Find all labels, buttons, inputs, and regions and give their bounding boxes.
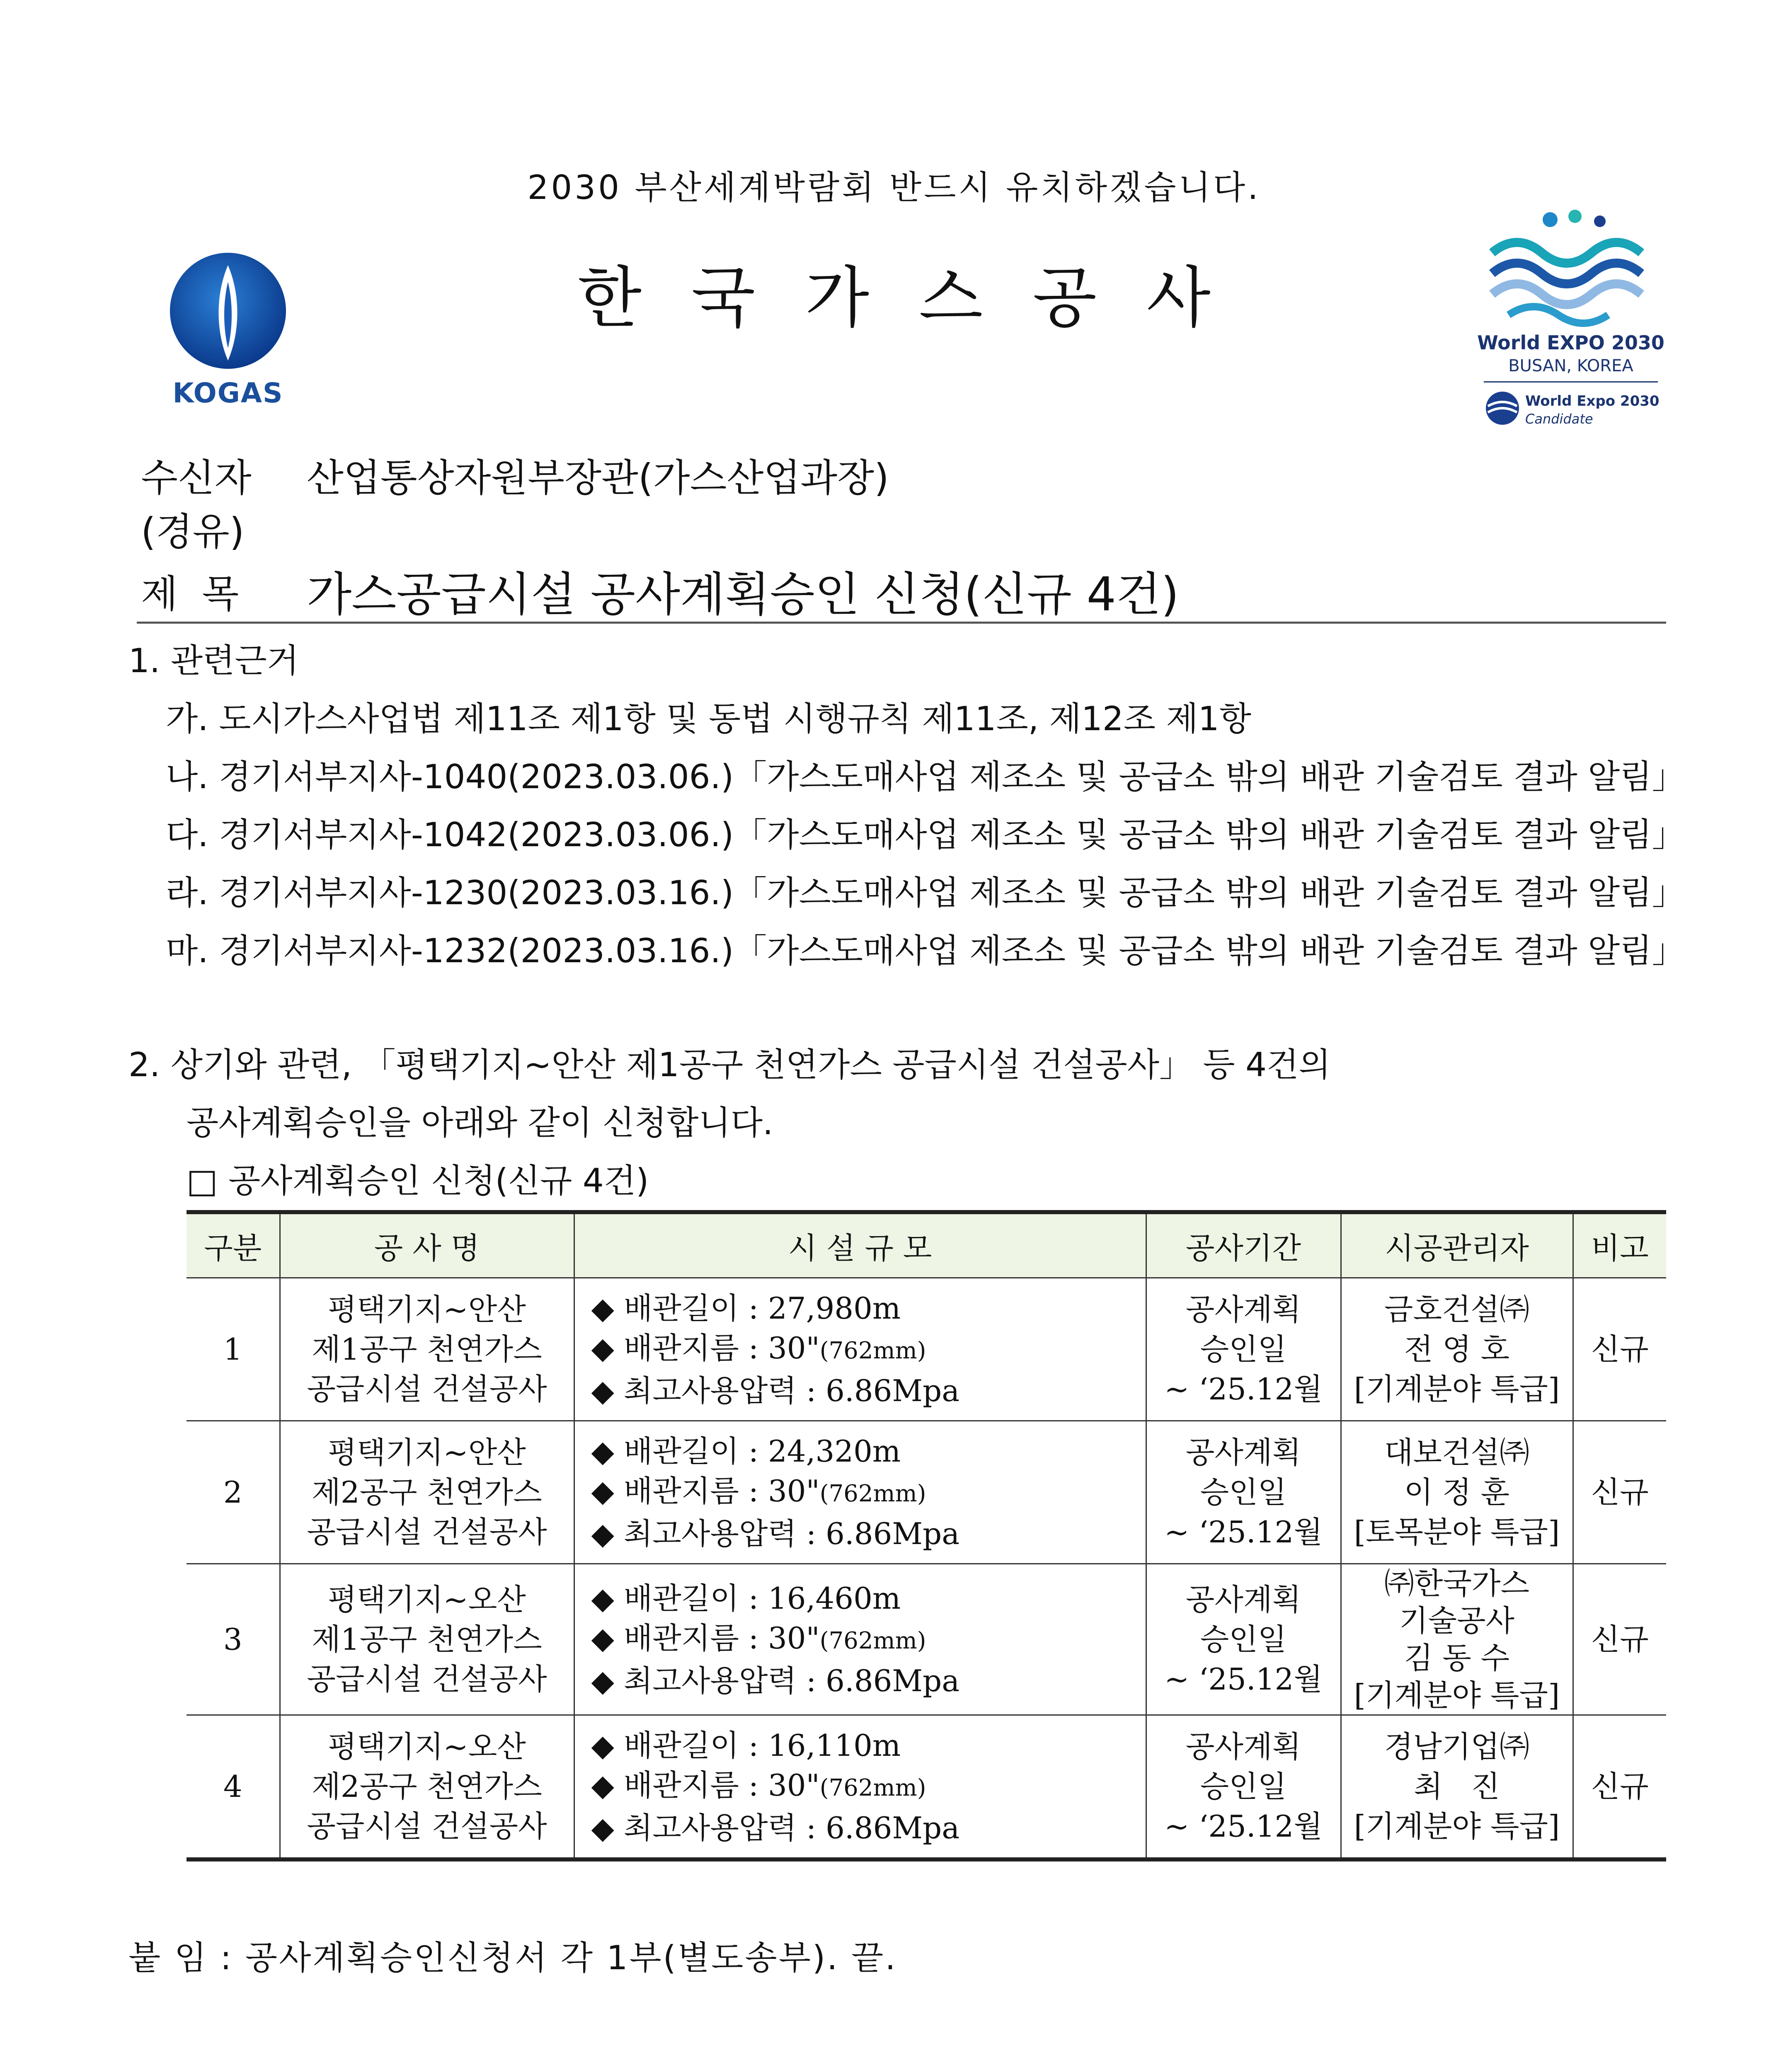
kogas-logo [166,249,290,410]
slogan: 2030 부산세계박람회 반드시 유치하겠습니다. [527,168,1261,207]
basis-item: 가. 도시가스사업법 제11조 제1항 및 동법 시행규칙 제11조, 제12조 제1항 [166,700,1251,738]
header-divider [137,622,1666,624]
approval-table [187,1210,1666,1861]
section-2-box-item: □ 공사계획승인 신청(신규 4건) [187,1162,649,1200]
col-header: 공 사 명 [280,1212,574,1278]
basis-item: 마. 경기서부지사-1232(2023.03.16.)「가스도매사업 제조소 및 공급소 밖의 배관 기술검토 결과 알림」 [166,932,1685,970]
table-header-row [187,1212,1666,1278]
project-name: 평택기지~오산 제2공구 천연가스 공급시설 건설공사 [280,1715,574,1860]
col-header: 구분 [187,1212,280,1278]
basis-item: 다. 경기서부지사-1042(2023.03.06.)「가스도매사업 제조소 및 공급소 밖의 배관 기술검토 결과 알림」 [166,816,1685,854]
kogas-logo-text: KOGAS [172,377,283,409]
recipient-label: 수신자 [141,456,252,500]
construction-manager: 대보건설㈜ 이 정 훈 [토목분야 특급] [1341,1421,1573,1564]
facility-spec: ◆ 배관길이 : 16,110m ◆ 배관지름 : 30"(762mm) ◆ 최고사용압력 : 6.86Mpa [574,1715,1146,1860]
construction-period: 공사계획 승인일 ~ ‘25.12월 [1146,1564,1341,1715]
table-row [187,1421,1666,1564]
row-number: 2 [187,1421,280,1564]
construction-period: 공사계획 승인일 ~ ‘25.12월 [1146,1278,1341,1421]
section-2-line-2: 공사계획승인을 아래와 같이 신청합니다. [187,1104,773,1142]
basis-item: 나. 경기서부지사-1040(2023.03.06.)「가스도매사업 제조소 및 공급소 밖의 배관 기술검토 결과 알림」 [166,758,1685,796]
project-name: 평택기지~오산 제1공구 천연가스 공급시설 건설공사 [280,1564,574,1715]
facility-spec: ◆ 배관길이 : 16,460m ◆ 배관지름 : 30"(762mm) ◆ 최고사용압력 : 6.86Mpa [574,1564,1146,1715]
remark: 신규 [1573,1564,1666,1715]
project-name: 평택기지~안산 제1공구 천연가스 공급시설 건설공사 [280,1278,574,1421]
project-name: 평택기지~안산 제2공구 천연가스 공급시설 건설공사 [280,1421,574,1564]
subject-label: 제 목 [141,572,239,616]
table-row [187,1715,1666,1860]
construction-period: 공사계획 승인일 ~ ‘25.12월 [1146,1421,1341,1564]
section-1-title: 1. 관련근거 [128,641,299,680]
col-header: 시 설 규 모 [574,1212,1146,1278]
facility-spec: ◆ 배관길이 : 24,320m ◆ 배관지름 : 30"(762mm) ◆ 최고사용압력 : 6.86Mpa [574,1421,1146,1564]
via-label: (경유) [141,510,245,554]
row-number: 4 [187,1715,280,1860]
expo-candidate-title: World Expo 2030 [1525,393,1660,409]
facility-spec: ◆ 배관길이 : 27,980m ◆ 배관지름 : 30"(762mm) ◆ 최고사용압력 : 6.86Mpa [574,1278,1146,1421]
recipient: 산업통상자원부장관(가스산업과장) [307,456,889,500]
world-expo-logo [1475,207,1666,448]
col-header: 시공관리자 [1341,1212,1573,1278]
construction-period: 공사계획 승인일 ~ ‘25.12월 [1146,1715,1341,1860]
table-row [187,1278,1666,1421]
basis-item: 라. 경기서부지사-1230(2023.03.16.)「가스도매사업 제조소 및 공급소 밖의 배관 기술검토 결과 알림」 [166,874,1685,912]
remark: 신규 [1573,1421,1666,1564]
attachment-note: 붙 임 : 공사계획승인신청서 각 1부(별도송부). 끝. [128,1939,897,1977]
col-header: 공사기간 [1146,1212,1341,1278]
col-header: 비고 [1573,1212,1666,1278]
row-number: 1 [187,1278,280,1421]
subject: 가스공급시설 공사계획승인 신청(신규 4건) [307,568,1179,622]
table-row [187,1564,1666,1715]
construction-manager: 금호건설㈜ 전 영 호 [기계분야 특급] [1341,1278,1573,1421]
expo-title: World EXPO 2030 [1477,332,1664,354]
remark: 신규 [1573,1278,1666,1421]
expo-subtitle: BUSAN, KOREA [1508,356,1633,375]
section-2 [128,1036,1331,1210]
construction-manager: 경남기업㈜ 최 진 [기계분야 특급] [1341,1715,1573,1860]
remark: 신규 [1573,1715,1666,1860]
expo-candidate-label: Candidate [1525,411,1593,427]
row-number: 3 [187,1564,280,1715]
organization-name: 한국가스공사 [577,259,1260,336]
section-2-line-1: 2. 상기와 관련, 「평택기지~안산 제1공구 천연가스 공급시설 건설공사」 등 4건의 [128,1046,1331,1084]
construction-manager: ㈜한국가스 기술공사 김 동 수 [기계분야 특급] [1341,1564,1573,1715]
expo-candidate-emblem-icon [1484,390,1521,427]
section-1 [128,632,1685,980]
